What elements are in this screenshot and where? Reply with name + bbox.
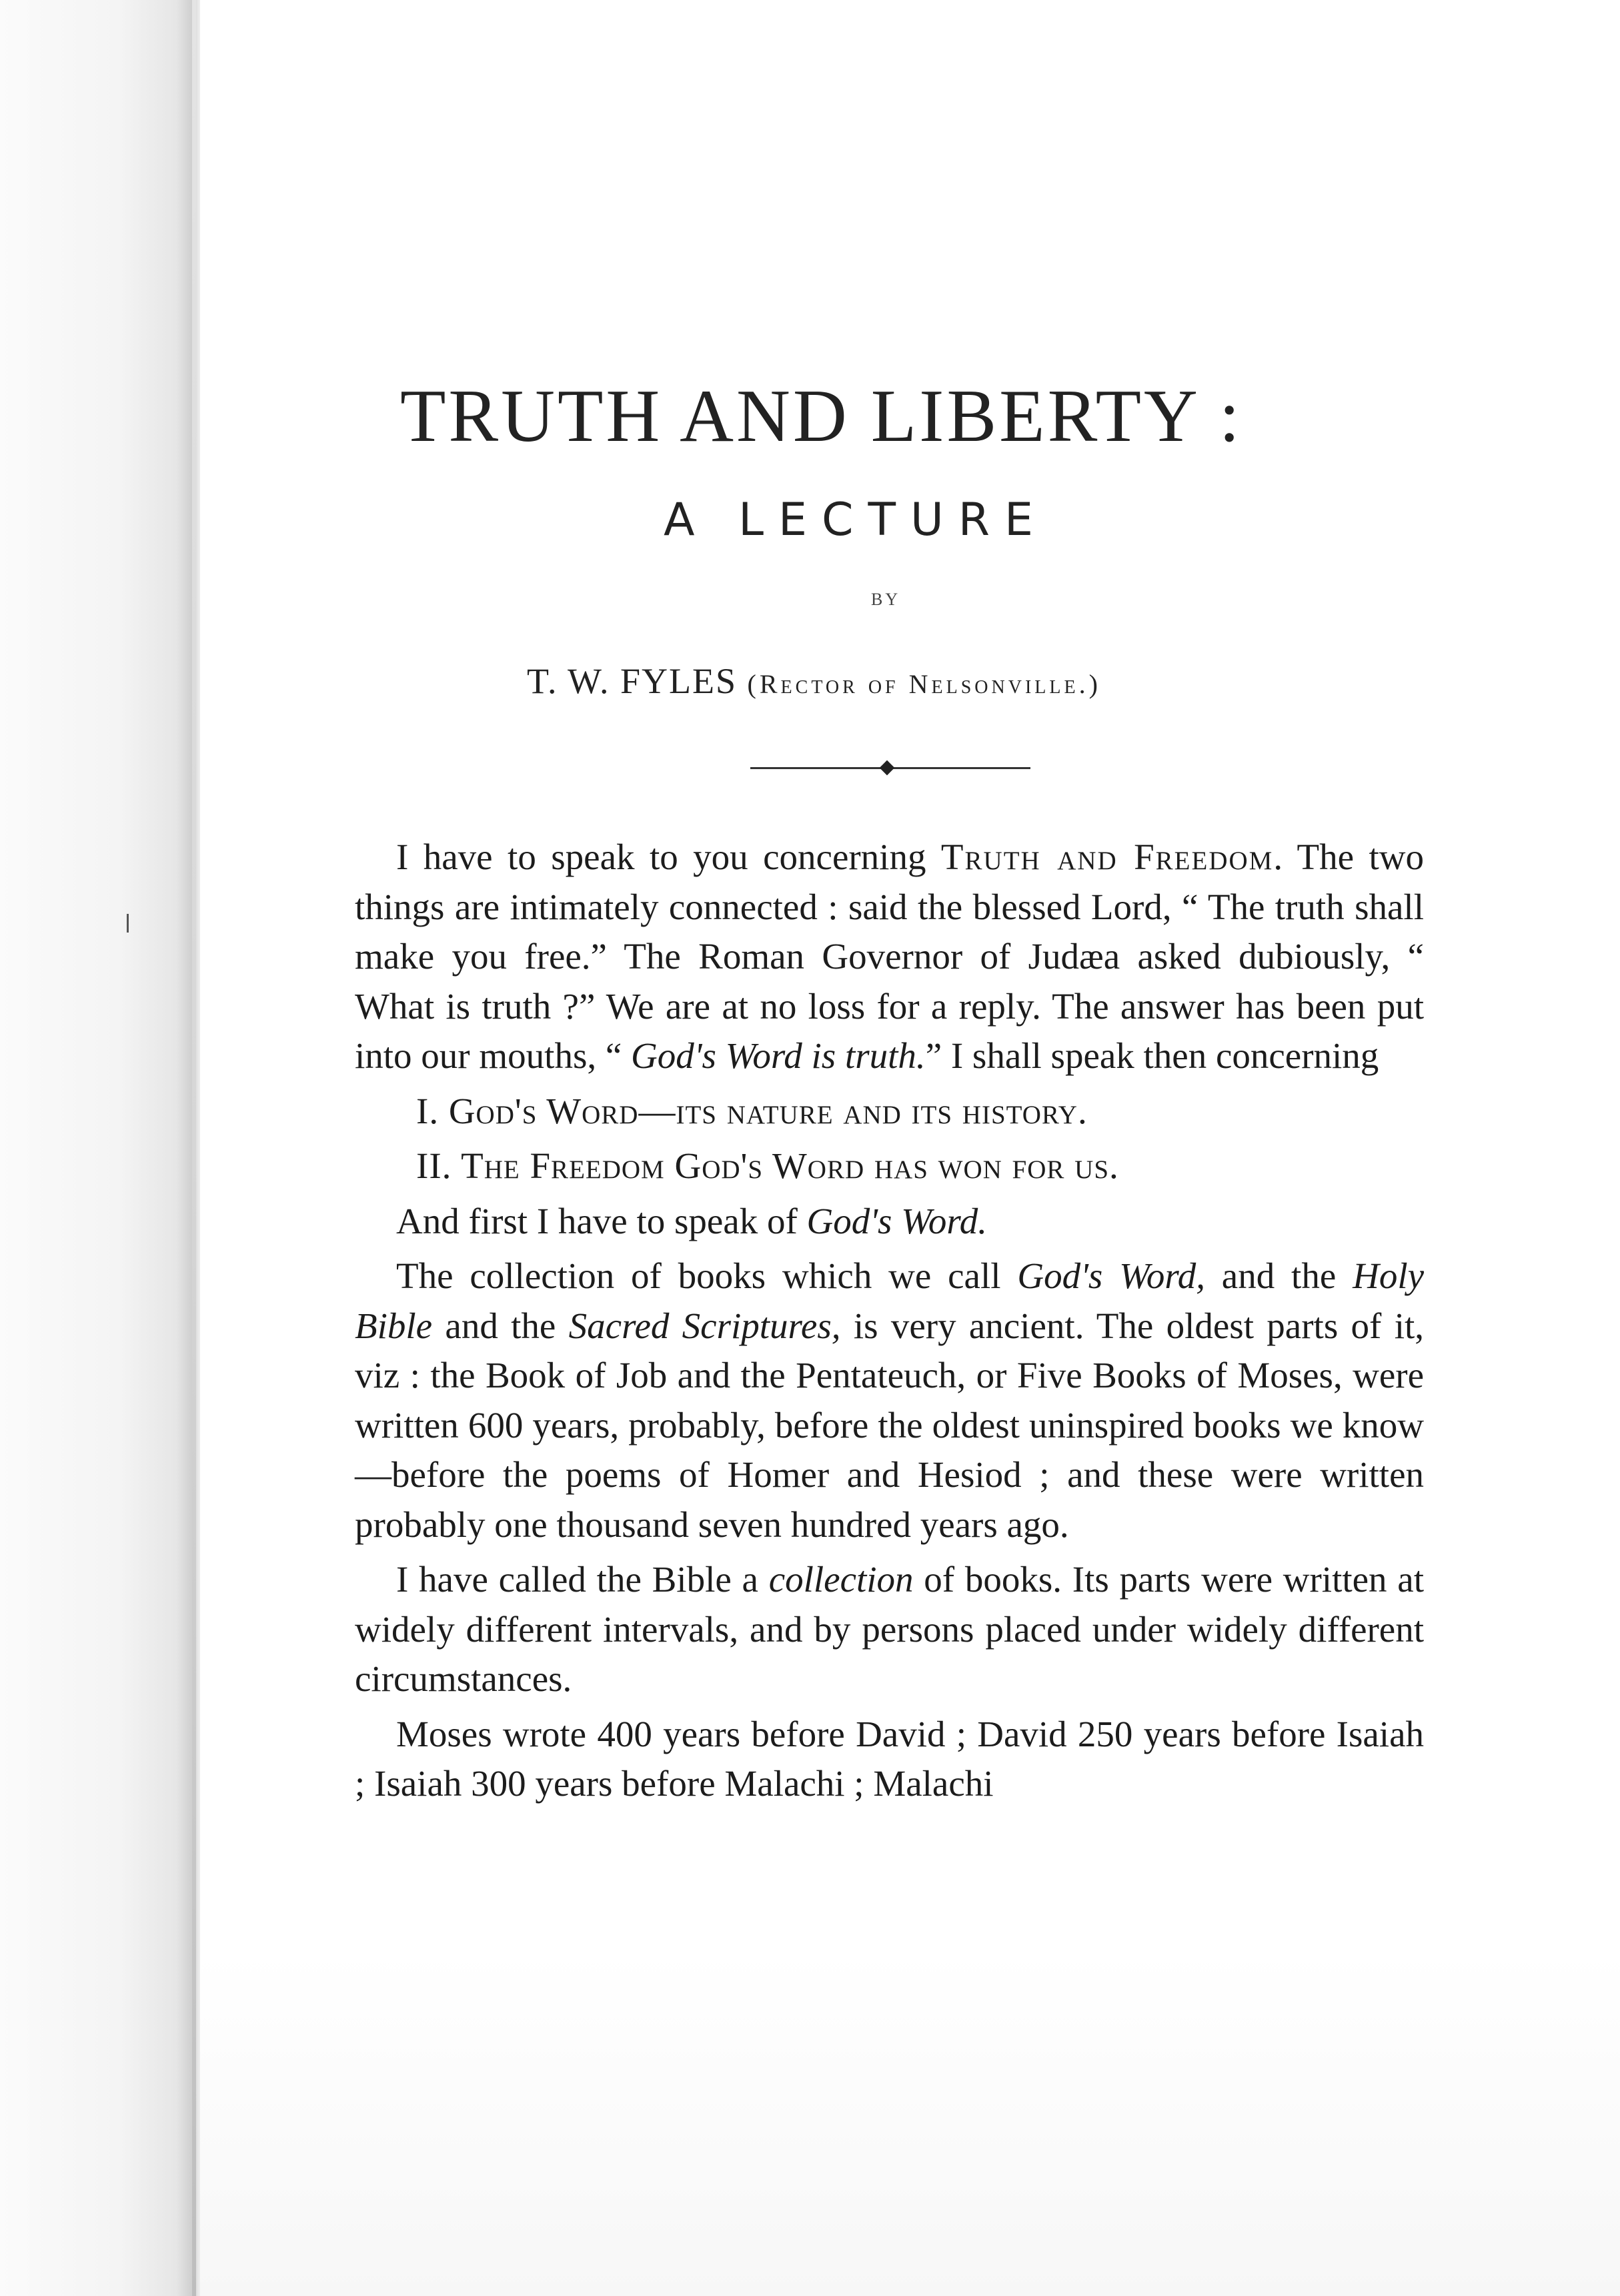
paragraph-3-emphasis-d: Holy Bible xyxy=(355,1255,1425,1346)
paragraph-4-text-a: I have called the Bible a xyxy=(396,1559,769,1600)
paragraph-3-text-g: is very ancient. The oldest parts of it, viz : the Book of Job and the Pentateuch, or Five Books of Moses, were written 600 years, probably, before the oldest uninspired books we know—before the poems of Homer and Hesiod ; and these were written probably one thousand seven hundred years ago. xyxy=(355,1305,1425,1545)
lecture-text xyxy=(355,832,1424,1814)
paragraph-4-emphasis: collection xyxy=(768,1559,914,1600)
paragraph-3-emphasis-b: God's Word, xyxy=(1017,1255,1205,1296)
page-subtitle: A LECTURE xyxy=(664,494,1048,546)
paragraph-1-text-e: ” I shall speak then concerning xyxy=(925,1035,1379,1076)
paragraph-2-text-a: And first I have to speak of xyxy=(396,1200,807,1241)
page-gutter xyxy=(0,0,200,2296)
binding-edge xyxy=(192,0,196,2296)
author-name: T. W. FYLES xyxy=(527,661,738,701)
paragraph-3-text-e: and the xyxy=(432,1305,569,1346)
paragraph-3 xyxy=(355,1251,1424,1550)
paragraph-4 xyxy=(355,1555,1424,1704)
paragraph-3-emphasis-f: Sacred Scriptures, xyxy=(568,1305,841,1346)
author-line xyxy=(527,660,1101,702)
paragraph-5: Moses wrote 400 years before David ; David 250 years before Isaiah ; Isaiah 300 years before Malachi ; Malachi xyxy=(355,1713,1424,1804)
author-role: (Rector of Nelsonville.) xyxy=(747,669,1101,699)
page-title: TRUTH AND LIBERTY : xyxy=(400,375,1243,458)
paragraph-1-quote: God's Word is truth. xyxy=(631,1035,926,1076)
margin-mark xyxy=(127,914,129,933)
paragraph-1-text-c: . The two things are intimately connected : said the blessed Lord, “ The truth shall make you free.” The Roman Governor of Judæa asked dubiously, “ What is truth ?” We are at no loss for a reply. The answer has been put into our mouths, “ xyxy=(355,836,1425,1076)
paragraph-1 xyxy=(355,832,1424,1081)
paragraph-2-emphasis: God's Word. xyxy=(806,1200,988,1241)
paragraph-3-text-a: The collection of books which we call xyxy=(396,1255,1018,1296)
paragraph-1-text-a: I have to speak to you concerning xyxy=(396,836,941,877)
outline-item-1: I. God's Word—its nature and its history. xyxy=(416,1090,1088,1131)
paragraph-2 xyxy=(355,1197,1424,1247)
byline-label: BY xyxy=(871,590,901,609)
paragraph-3-text-c: and the xyxy=(1204,1255,1353,1296)
paragraph-1-emphasis: Truth and Freedom xyxy=(940,836,1274,877)
outline-item-2: II. The Freedom God's Word has won for us. xyxy=(416,1145,1119,1186)
paragraph-4-text-c: of books. Its parts were written at widely different intervals, and by persons placed under widely different circumstances. xyxy=(355,1559,1424,1699)
